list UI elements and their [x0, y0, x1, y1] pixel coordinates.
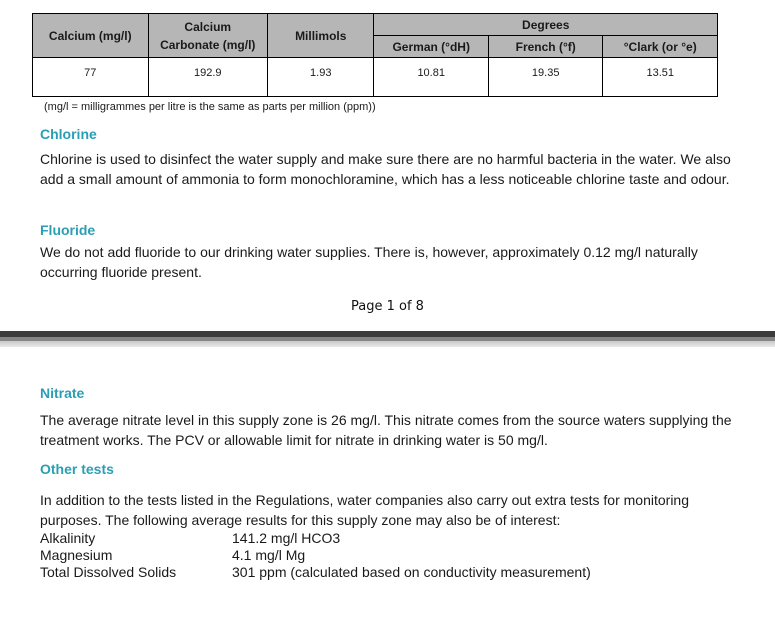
- result-value: 4.1 mg/l Mg: [232, 547, 306, 563]
- other-tests-paragraph: In addition to the tests listed in the Regulations, water companies also carry out extra tests for monitoring purposes. The following average results for this supply zone may also be of interest:: [40, 492, 689, 528]
- result-label: Magnesium: [40, 547, 113, 563]
- cell-clark: 13.51: [603, 58, 718, 97]
- cell-calcium: 77: [33, 58, 149, 97]
- cell-french: 19.35: [488, 58, 602, 97]
- other-tests-heading: Other tests: [40, 461, 114, 477]
- cell-calcium-carbonate: 192.9: [148, 58, 268, 97]
- page-number: Page 1 of 8: [351, 299, 424, 314]
- table-row: [33, 58, 718, 97]
- chlorine-heading: Chlorine: [40, 126, 97, 142]
- result-value: 301 ppm (calculated based on conductivity measurement): [232, 564, 591, 580]
- nitrate-heading: Nitrate: [40, 385, 85, 401]
- cell-german: 10.81: [374, 58, 488, 97]
- result-label: Total Dissolved Solids: [40, 564, 177, 580]
- header-german: German (°dH): [374, 36, 488, 58]
- list-item: [40, 564, 591, 581]
- header-clark: °Clark (or °e): [603, 36, 718, 58]
- fluoride-paragraph: We do not add fluoride to our drinking water supplies. There is, however, approximately 0.12 mg/l naturally occurring fluoride present.: [40, 244, 698, 280]
- page-separator: [0, 331, 775, 347]
- list-item: [40, 530, 591, 547]
- header-calcium: Calcium (mg/l): [33, 14, 149, 58]
- nitrate-paragraph: The average nitrate level in this supply zone is 26 mg/l. This nitrate comes from the source waters supplying the treatment works. The PCV or allowable limit for nitrate in drinking water is 50 mg/l.: [40, 412, 732, 448]
- list-item: [40, 547, 591, 564]
- header-degrees: Degrees: [374, 14, 718, 36]
- header-calcium-carbonate-line1: Calcium: [184, 19, 232, 34]
- header-calcium-carbonate-line2: Carbonate (mg/l): [160, 37, 256, 52]
- header-calcium-carbonate: [148, 14, 268, 58]
- chlorine-paragraph: Chlorine is used to disinfect the water supply and make sure there are no harmful bacteria in the water. We also add a small amount of ammonia to form monochloramine, which has a less noticeable chlorine taste and odour.: [40, 151, 731, 187]
- cell-millimols: 1.93: [268, 58, 374, 97]
- other-tests-results-list: [40, 530, 591, 581]
- header-french: French (°f): [488, 36, 602, 58]
- result-value: 141.2 mg/l HCO3: [232, 530, 341, 546]
- result-label: Alkalinity: [40, 530, 96, 546]
- header-millimols: Millimols: [268, 14, 374, 58]
- fluoride-heading: Fluoride: [40, 222, 96, 238]
- unit-note: (mg/l = milligrammes per litre is the same as parts per million (ppm)): [44, 101, 376, 113]
- water-hardness-table: [32, 13, 718, 97]
